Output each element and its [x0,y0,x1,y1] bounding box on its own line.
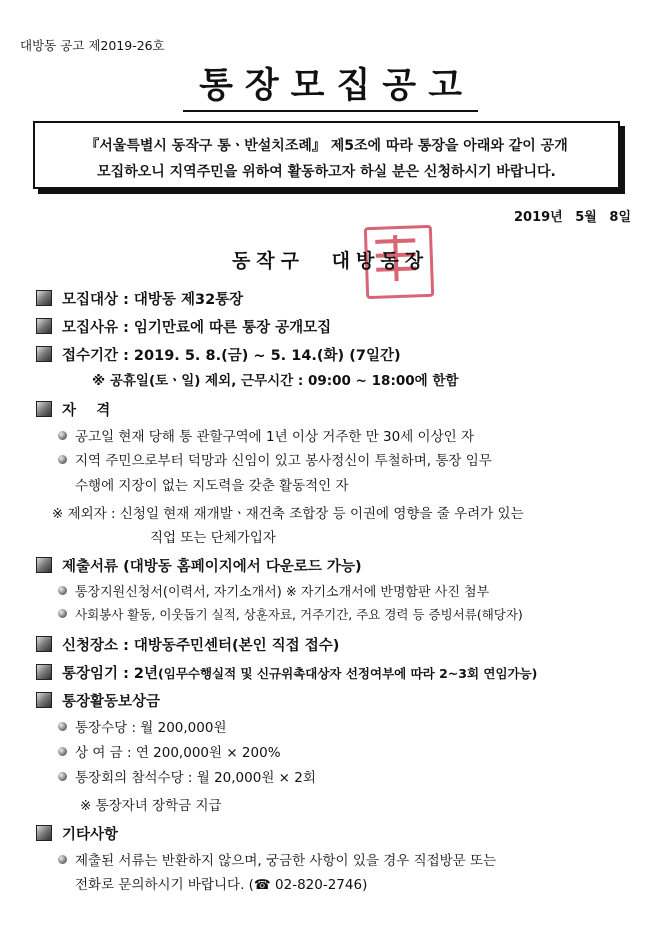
square-bullet-icon [36,557,52,573]
intro-line: 『서울특별시 동작구 통ㆍ반설치조례』 제5조에 따라 통장을 아래와 같이 공개 [85,138,568,154]
list-item: 통장회의 참석수당 : 월 20,000원 × 2회 [58,766,316,786]
list-item-continued: 수행에 지장이 없는 지도력을 갖춘 활동적인 자 [75,478,349,494]
list-item: 지역 주민으로부터 덕망과 신임이 있고 봉사정신이 투철하며, 통장 임무 [58,449,492,469]
square-bullet-icon [36,290,52,306]
notice-date: 2019년 5월 8일 [514,210,631,225]
square-bullet-icon [36,692,52,708]
section-other: 기타사항 [36,823,118,844]
circle-bullet-icon [58,722,67,731]
contact-line: 전화로 문의하시기 바랍니다. (☎ 02-820-2746) [75,877,368,893]
notice-number: 대방동 공고 제2019-26호 [20,38,165,53]
list-item: 사회봉사 활동, 이웃돕기 실적, 상훈자료, 거주기간, 주요 경력 등 증빙서류(해당자) [58,605,523,623]
square-bullet-icon [36,636,52,652]
issuer-name: 동작구 대방동장 [231,250,430,272]
circle-bullet-icon [58,855,67,864]
circle-bullet-icon [58,609,67,618]
section-term: 통장임기 : 2년(임무수행실적 및 신규위촉대상자 선정여부에 따라 2~3회 연임가능) [36,662,537,683]
list-item: 공고일 현재 당해 통 관할구역에 1년 이상 거주한 만 30세 이상인 자 [58,425,474,445]
section-period: 접수기간 : 2019. 5. 8.(금) ~ 5. 14.(화) (7일간) [36,344,401,365]
section-compensation: 통장활동보상금 [36,690,160,711]
circle-bullet-icon [58,431,67,440]
list-item: 제출된 서류는 반환하지 않으며, 궁금한 사항이 있을 경우 직접방문 또는 [58,849,496,869]
list-item: 통장수당 : 월 200,000원 [58,716,227,736]
circle-bullet-icon [58,455,67,464]
page-title: 통장모집공고 [0,58,661,112]
square-bullet-icon [36,664,52,680]
section-qualification: 자 격 [36,399,110,420]
exclusion-note-continued: 직업 또는 단체가입자 [150,530,276,546]
circle-bullet-icon [58,772,67,781]
circle-bullet-icon [58,586,67,595]
intro-line: 모집하오니 지역주민을 위하여 활동하고자 하실 분은 신청하시기 바랍니다. [97,164,556,180]
section-place: 신청장소 : 대방동주민센터(본인 직접 접수) [36,634,339,655]
section-reason: 모집사유 : 임기만료에 따른 통장 공개모집 [36,316,331,337]
list-item: 통장지원신청서(이력서, 자기소개서) ※ 자기소개서에 반명함판 사진 첨부 [58,581,489,600]
list-item: 상 여 금 : 연 200,000원 × 200% [58,741,281,761]
exclusion-note: ※ 제외자 : 신청일 현재 재개발ㆍ재건축 조합장 등 이권에 영향을 줄 우려가 있는 [52,506,524,522]
square-bullet-icon [36,825,52,841]
intro-box [33,121,620,189]
compensation-note: ※ 통장자녀 장학금 지급 [80,798,222,814]
square-bullet-icon [36,346,52,362]
square-bullet-icon [36,401,52,417]
square-bullet-icon [36,318,52,334]
section-documents: 제출서류 (대방동 홈페이지에서 다운로드 가능) [36,555,362,576]
circle-bullet-icon [58,747,67,756]
section-target: 모집대상 : 대방동 제32통장 [36,288,243,309]
period-note: ※ 공휴일(토ㆍ일) 제외, 근무시간 : 09:00 ~ 18:00에 한함 [92,373,459,389]
